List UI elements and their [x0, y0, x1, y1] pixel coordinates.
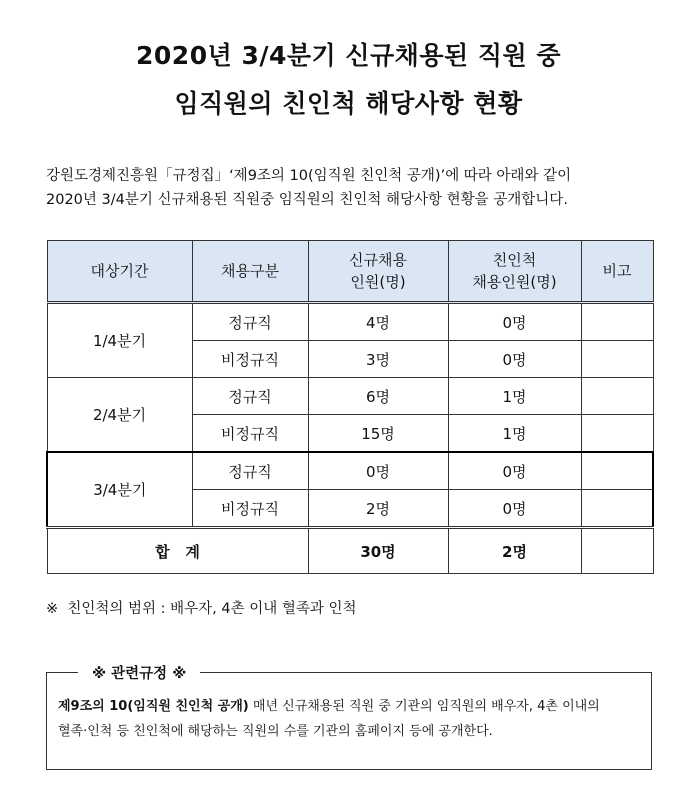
- table-row: [47, 378, 653, 415]
- type-cell: 비정규직: [192, 490, 308, 528]
- table-row: [47, 303, 653, 341]
- related-regulation-text: [58, 694, 643, 744]
- header-relatives-line1: 친인척: [492, 251, 537, 269]
- intro-line2: 2020년 3/4분기 신규채용된 직원중 임직원의 친인척 해당사항 현황을 공개합니다.: [46, 192, 568, 208]
- intro-paragraph: [46, 164, 656, 212]
- remarks-cell: [581, 452, 653, 490]
- intro-line1: 강원도경제진흥원「규정집」‘제9조의 10(임직원 친인척 공개)’에 따라 아래와 같이: [46, 168, 572, 184]
- new-hires-cell: 15명: [308, 415, 448, 453]
- related-text-line2: 혈족·인척 등 친인척에 해당하는 직원의 수를 기관의 홈페이지 등에 공개한다.: [58, 724, 493, 739]
- table-row: [47, 452, 653, 490]
- new-hires-cell: 2명: [308, 490, 448, 528]
- relatives-cell: 0명: [448, 341, 581, 378]
- period-cell: 3/4분기: [47, 452, 192, 528]
- type-cell: 정규직: [192, 452, 308, 490]
- new-hires-cell: 0명: [308, 452, 448, 490]
- type-cell: 비정규직: [192, 415, 308, 453]
- remarks-cell: [581, 341, 653, 378]
- header-new-hires-line1: 신규채용: [349, 251, 407, 269]
- total-row: [47, 528, 653, 574]
- remarks-cell: [581, 415, 653, 453]
- period-cell: 1/4분기: [47, 303, 192, 378]
- total-relatives: 2명: [448, 528, 581, 574]
- relatives-cell: 1명: [448, 415, 581, 453]
- type-cell: 비정규직: [192, 341, 308, 378]
- page-title-line2: 임직원의 친인척 해당사항 현황: [174, 89, 523, 118]
- relatives-cell: 0명: [448, 303, 581, 341]
- related-text-line1: [58, 694, 643, 719]
- new-hires-cell: 4명: [308, 303, 448, 341]
- period-cell: 2/4분기: [47, 378, 192, 453]
- relatives-cell: 0명: [448, 490, 581, 528]
- header-new-hires-line2: 인원(명): [350, 273, 406, 291]
- total-remarks: [581, 528, 653, 574]
- related-text-line1-rest: 매년 신규채용된 직원 중 기관의 임직원의 배우자, 4촌 이내의: [248, 699, 600, 714]
- remarks-cell: [581, 490, 653, 528]
- header-period: 대상기간: [47, 241, 192, 303]
- type-cell: 정규직: [192, 303, 308, 341]
- total-label: 합 계: [47, 528, 308, 574]
- header-relatives: [448, 241, 581, 303]
- relatives-cell: 0명: [448, 452, 581, 490]
- header-type: 채용구분: [192, 241, 308, 303]
- relatives-cell: 1명: [448, 378, 581, 415]
- header-new-hires: [308, 241, 448, 303]
- hiring-status-table: [46, 240, 654, 574]
- total-new-hires: 30명: [308, 528, 448, 574]
- new-hires-cell: 3명: [308, 341, 448, 378]
- page-title-line1: 2020년 3/4분기 신규채용된 직원 중: [136, 41, 561, 70]
- remarks-cell: [581, 303, 653, 341]
- relatives-scope-note: ※ 친인척의 범위 : 배우자, 4촌 이내 혈족과 인척: [46, 601, 357, 617]
- remarks-cell: [581, 378, 653, 415]
- new-hires-cell: 6명: [308, 378, 448, 415]
- regulation-article: 제9조의 10(임직원 친인척 공개): [58, 699, 249, 714]
- related-regulation-title: ※ 관련규정 ※: [78, 662, 200, 683]
- header-relatives-line2: 채용인원(명): [472, 273, 557, 291]
- table-header-row: [47, 241, 653, 303]
- type-cell: 정규직: [192, 378, 308, 415]
- header-remarks: 비고: [581, 241, 653, 303]
